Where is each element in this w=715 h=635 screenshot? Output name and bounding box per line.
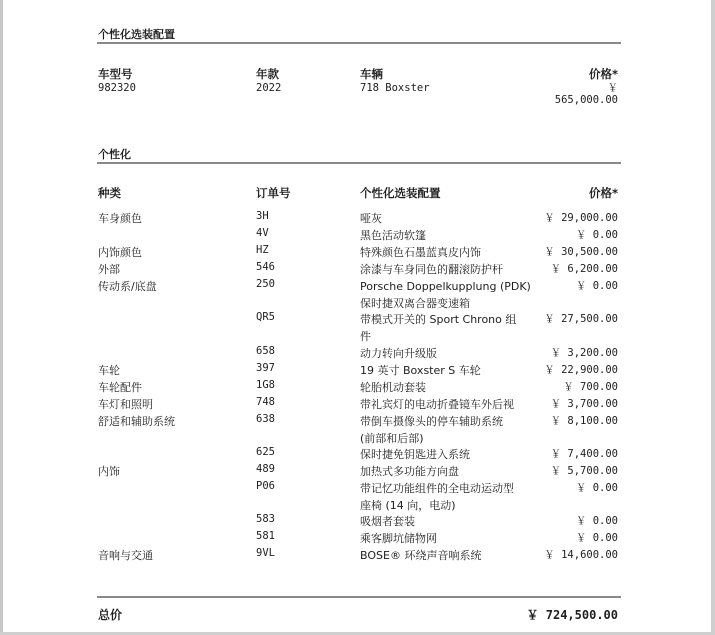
- row-option: [360, 463, 540, 480]
- price-currency: ￥: [607, 82, 618, 94]
- row-price: ￥ 14,600.00: [544, 549, 618, 561]
- table-row: [0, 362, 715, 379]
- row-option: [360, 530, 540, 547]
- row-order-code: 638: [256, 413, 275, 425]
- row-order-code: 748: [256, 396, 275, 408]
- vehicle-value: 718 Boxster: [360, 82, 430, 94]
- row-option-line: Porsche Doppelkupplung (PDK): [360, 280, 531, 293]
- table-row: [0, 345, 715, 362]
- row-option: [360, 278, 540, 312]
- row-option-line: 带倒车摄像头的停车辅助系统: [360, 415, 503, 428]
- row-option-line: BOSE® 环绕声音响系统: [360, 549, 482, 562]
- row-order-code: QR5: [256, 311, 275, 323]
- row-option-line: 特殊颜色石墨蓝真皮内饰: [360, 246, 481, 259]
- row-order-code: 583: [256, 513, 275, 525]
- row-option-line: 带模式开关的 Sport Chrono 组: [360, 313, 517, 326]
- row-price: ￥ 0.00: [575, 482, 618, 494]
- row-option-line: 保时捷免钥匙进入系统: [360, 448, 470, 461]
- row-option: [360, 362, 540, 379]
- row-type: 音响与交通: [98, 549, 153, 562]
- row-type: 车轮: [98, 364, 120, 377]
- table-row: [0, 227, 715, 244]
- section-divider: [97, 162, 621, 164]
- row-price: ￥ 29,000.00: [544, 212, 618, 224]
- price-value: 565,000.00: [554, 94, 618, 106]
- table-row: [0, 463, 715, 480]
- table-row: [0, 480, 715, 512]
- row-order-code: 4V: [256, 227, 269, 239]
- row-price: ￥ 0.00: [575, 515, 618, 527]
- row-option-line: 件: [360, 330, 371, 343]
- table-row: [0, 413, 715, 445]
- row-price: ￥ 6,200.00: [550, 263, 618, 275]
- total-value: ￥ 724,500.00: [526, 608, 618, 622]
- header-order-no: 订单号: [256, 186, 291, 200]
- row-option-line: 19 英寸 Boxster S 车轮: [360, 364, 481, 377]
- row-option-line: 涂漆与车身同色的翻滚防护杆: [360, 263, 503, 276]
- header-model-no: 车型号: [98, 67, 133, 81]
- row-price: ￥ 700.00: [563, 381, 618, 393]
- row-order-code: 3H: [256, 210, 269, 222]
- row-type: 车轮配件: [98, 381, 142, 394]
- row-order-code: 581: [256, 530, 275, 542]
- row-order-code: 489: [256, 463, 275, 475]
- table-row: [0, 547, 715, 564]
- section-title-config: 个性化选装配置: [98, 28, 175, 41]
- row-type: 车灯和照明: [98, 398, 153, 411]
- row-order-code: P06: [256, 480, 275, 492]
- row-option-line: 哑灰: [360, 212, 382, 225]
- row-option: [360, 210, 540, 227]
- row-option: [360, 261, 540, 278]
- total-label: 总价: [98, 608, 123, 622]
- header-option: 个性化选装配置: [360, 186, 441, 200]
- row-option: [360, 446, 540, 463]
- row-type: 内饰颜色: [98, 246, 142, 259]
- row-option: [360, 345, 540, 362]
- table-row: [0, 530, 715, 547]
- row-price: ￥ 7,400.00: [550, 448, 618, 460]
- row-option: [360, 396, 540, 413]
- row-price: ￥ 0.00: [575, 229, 618, 241]
- row-type: 传动系/底盘: [98, 280, 157, 293]
- row-option-line: 加热式多功能方向盘: [360, 465, 459, 478]
- row-price: ￥ 22,900.00: [544, 364, 618, 376]
- header-type: 种类: [98, 186, 121, 200]
- row-option: [360, 513, 540, 530]
- table-row: [0, 396, 715, 413]
- header-year: 年款: [256, 67, 279, 81]
- row-order-code: 1G8: [256, 379, 275, 391]
- table-row: [0, 244, 715, 261]
- table-row: [0, 379, 715, 396]
- row-price: ￥ 27,500.00: [544, 313, 618, 325]
- row-option: [360, 547, 540, 564]
- row-price: ￥ 3,200.00: [550, 347, 618, 359]
- row-option: [360, 413, 540, 447]
- row-order-code: 250: [256, 278, 275, 290]
- row-option-line: 吸烟者套装: [360, 515, 415, 528]
- row-order-code: 546: [256, 261, 275, 273]
- row-option: [360, 480, 540, 514]
- row-option-line: 轮胎机动套装: [360, 381, 426, 394]
- table-row: [0, 513, 715, 530]
- row-order-code: 9VL: [256, 547, 275, 559]
- row-type: 车身颜色: [98, 212, 142, 225]
- header-price: 价格*: [588, 186, 618, 200]
- row-option: [360, 244, 540, 261]
- row-option: [360, 227, 540, 244]
- row-option-line: 乘客脚坑储物网: [360, 532, 437, 545]
- row-option-line: 动力转向升级版: [360, 347, 437, 360]
- table-row: [0, 278, 715, 310]
- model-no-value: 982320: [98, 82, 136, 94]
- table-row: [0, 210, 715, 227]
- row-order-code: 658: [256, 345, 275, 357]
- row-option-line: 带礼宾灯的电动折叠镜车外后视: [360, 398, 514, 411]
- row-option-line: (前部和后部): [360, 432, 424, 445]
- row-price: ￥ 3,700.00: [550, 398, 618, 410]
- row-price: ￥ 30,500.00: [544, 246, 618, 258]
- table-row: [0, 446, 715, 463]
- total-divider: [97, 596, 621, 598]
- row-order-code: HZ: [256, 244, 269, 256]
- row-option: [360, 311, 540, 345]
- row-option: [360, 379, 540, 396]
- row-type: 外部: [98, 263, 120, 276]
- row-option-line: 黑色活动软篷: [360, 229, 426, 242]
- header-price: 价格*: [588, 67, 618, 81]
- row-option-line: 保时捷双离合器变速箱: [360, 297, 470, 310]
- table-row: [0, 261, 715, 278]
- row-price: ￥ 5,700.00: [550, 465, 618, 477]
- row-price: ￥ 0.00: [575, 280, 618, 292]
- row-price: ￥ 8,100.00: [550, 415, 618, 427]
- row-option-line: 座椅 (14 向，电动): [360, 499, 456, 512]
- row-type: 舒适和辅助系统: [98, 415, 175, 428]
- section-title-personalization: 个性化: [98, 148, 131, 161]
- table-row: [0, 311, 715, 343]
- row-order-code: 625: [256, 446, 275, 458]
- section-divider: [97, 42, 621, 44]
- row-order-code: 397: [256, 362, 275, 374]
- row-type: 内饰: [98, 465, 120, 478]
- year-value: 2022: [256, 82, 282, 94]
- row-price: ￥ 0.00: [575, 532, 618, 544]
- row-option-line: 带记忆功能组件的全电动运动型: [360, 482, 514, 495]
- header-vehicle: 车辆: [360, 67, 383, 81]
